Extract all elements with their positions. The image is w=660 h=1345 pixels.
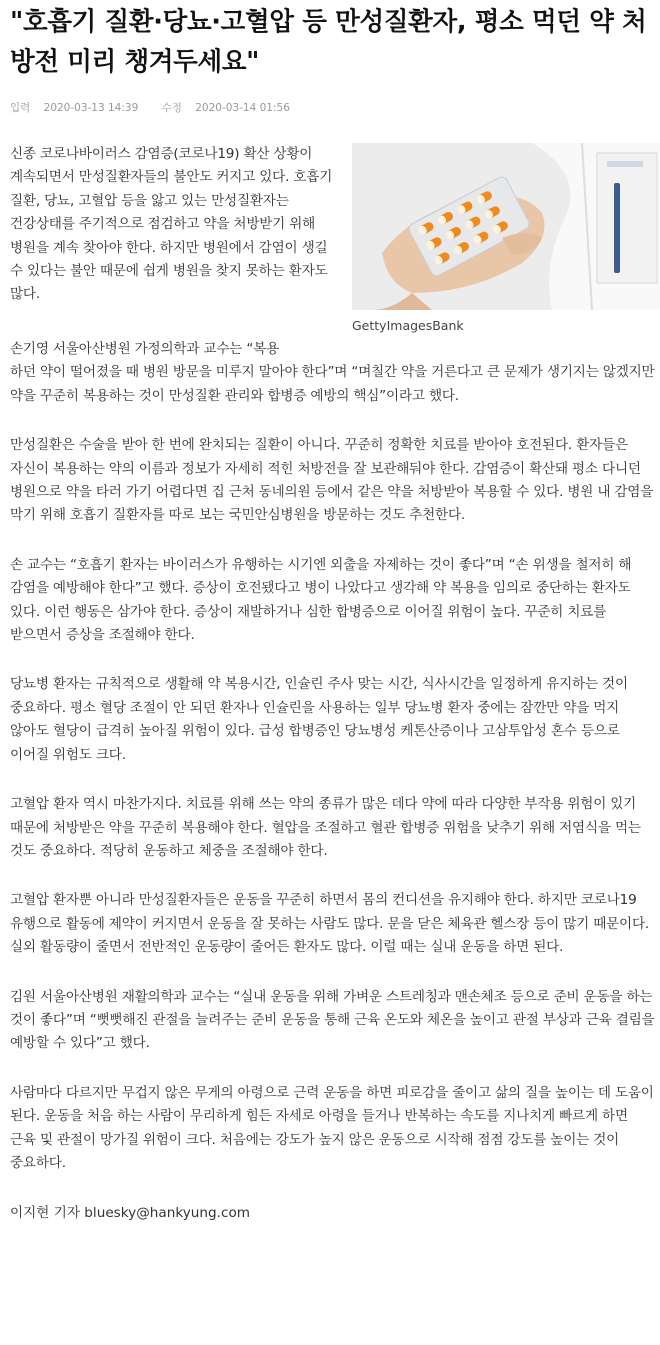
paragraph-2: 만성질환은 수술을 받아 한 번에 완치되는 질환이 아니다. 꾸준히 정확한 치료를 받아야 호전된다. 환자들은 자신이 복용하는 약의 이름과 정보가 자세히 적힌 처방전을 잘 보관해둬야 한다. 감염증이 확산돼 평소 다니던 병원으로 약을 타러 가기 어렵다면 집 근처 동네의원 등에서 같은 약을 처방받아 복용할 수 있다. 병원 내 감염을 막기 위해 호흡기 질환자를 따로 보는 국민안심병원을 방문하는 것도 추천한다. — [10, 437, 654, 524]
paragraph-1-first-line: 손기영 서울아산병원 가정의학과 교수는 “복용 — [10, 341, 280, 357]
paragraph-7: 김원 서울아산병원 재활의학과 교수는 “실내 운동을 위해 가벼운 스트레칭과 맨손체조 등으로 준비 운동을 하는 것이 좋다”며 “뻣뻣해진 관절을 늘려주는 준비 운동을 통해 근육 온도와 체온을 높이고 관절 부상과 근육 결림을 예방할 수 있다”고 했다. — [10, 988, 655, 1052]
modified-label: 수정 — [161, 102, 182, 114]
input-date-value: 2020-03-13 14:39 — [43, 102, 139, 114]
article-byline: 이지현 기자 bluesky@hankyung.com — [10, 1205, 250, 1222]
image-caption: GettyImagesBank — [352, 318, 464, 333]
paragraph-1-rest: 하던 약이 떨어졌을 때 병원 방문을 미루지 말아야 한다”며 “며칠간 약을 거른다고 큰 문제가 생기지는 않겠지만 약을 꾸준히 복용하는 것이 만성질환 관리와 합병증 예방의 핵심”이라고 했다. — [10, 364, 655, 404]
paragraph-6: 고혈압 환자뿐 아니라 만성질환자들은 운동을 꾸준히 하면서 몸의 컨디션을 유지해야 한다. 하지만 코로나19 유행으로 활동에 제약이 커지면서 운동을 잘 못하는 사람도 많다. 문을 닫은 체육관 헬스장 등이 많기 때문이다. 실외 활동량이 줄면서 전반적인 운동량이 줄어든 환자도 많다. 이럴 때는 실내 운동을 하면 된다. — [10, 892, 650, 956]
article — [10, 0, 655, 1221]
paragraph-5: 고혈압 환자 역시 마찬가지다. 치료를 위해 쓰는 약의 종류가 많은 데다 약에 따라 다양한 부작용 위험이 있기 때문에 처방받은 약을 꾸준히 복용해야 한다. 혈압을 조절하고 혈관 합병증 위험을 낮추기 위해 저염식을 먹는 것도 중요하다. 적당히 운동하고 체중을 조절해야 한다. — [10, 796, 641, 859]
paragraph-1 — [10, 338, 655, 408]
photo-illustration — [352, 143, 660, 310]
paragraph-3: 손 교수는 “호흡기 환자는 바이러스가 유행하는 시기엔 외출을 자제하는 것이 좋다”며 “손 위생을 철저히 해 감염을 예방해야 한다”고 했다. 증상이 호전됐다고 병이 나았다고 생각해 약 복용을 임의로 중단하는 환자도 있다. 이런 행동은 삼가야 한다. 증상이 재발하거나 심한 합병증으로 이어질 위험이 높다. 꾸준히 치료를 받으면서 증상을 조절해야 한다. — [10, 556, 632, 644]
article-dates — [10, 100, 655, 116]
article-headline: "호흡기 질환·당뇨·고혈압 등 만성질환자, 평소 먹던 약 처방전 미리 챙겨두세요" — [10, 7, 647, 77]
article-figure — [352, 143, 660, 334]
paragraph-8: 사람마다 다르지만 무겁지 않은 무게의 아령으로 근력 운동을 하면 피로감을 줄이고 삶의 질을 높이는 데 도움이 된다. 운동을 처음 하는 사람이 무리하게 힘든 자세로 아령을 들거나 반복하는 속도를 지나치게 빠르게 하면 근육 및 관절이 망가질 위험이 크다. 처음에는 강도가 높지 않은 운동으로 시작해 점점 강도를 높이는 것이 중요하다. — [10, 1084, 654, 1171]
paragraph-4: 당뇨병 환자는 규칙적으로 생활해 약 복용시간, 인슐린 주사 맞는 시간, 식사시간을 일정하게 유지하는 것이 중요하다. 평소 혈당 조절이 안 되던 환자나 인슐린을 사용하는 일부 당뇨병 환자 중에는 잠깐만 약을 먹지 않아도 혈당이 급격히 높아질 위험이 있다. 급성 합병증인 당뇨병성 케톤산증이나 고삼투압성 혼수 등으로 이어질 위험도 크다. — [10, 676, 628, 763]
input-date — [10, 102, 148, 114]
input-label: 입력 — [10, 102, 31, 114]
intro-section — [10, 143, 655, 333]
intro-paragraph: 신종 코로나바이러스 감염증(코로나19) 확산 상황이 계속되면서 만성질환자들의 불안도 커지고 있다. 호흡기 질환, 당뇨, 고혈압 등을 앓고 있는 만성질환자는 건강상태를 주기적으로 점검하고 약을 처방받기 위해 병원을 계속 찾아야 한다. 하지만 병원에서 감염이 생길 수 있다는 불안 때문에 쉽게 병원을 찾지 못하는 환자도 많다. — [10, 146, 333, 303]
modified-date — [162, 102, 300, 114]
modified-date-value: 2020-03-14 01:56 — [195, 102, 290, 114]
pills-in-hand-photo[interactable] — [352, 143, 660, 310]
